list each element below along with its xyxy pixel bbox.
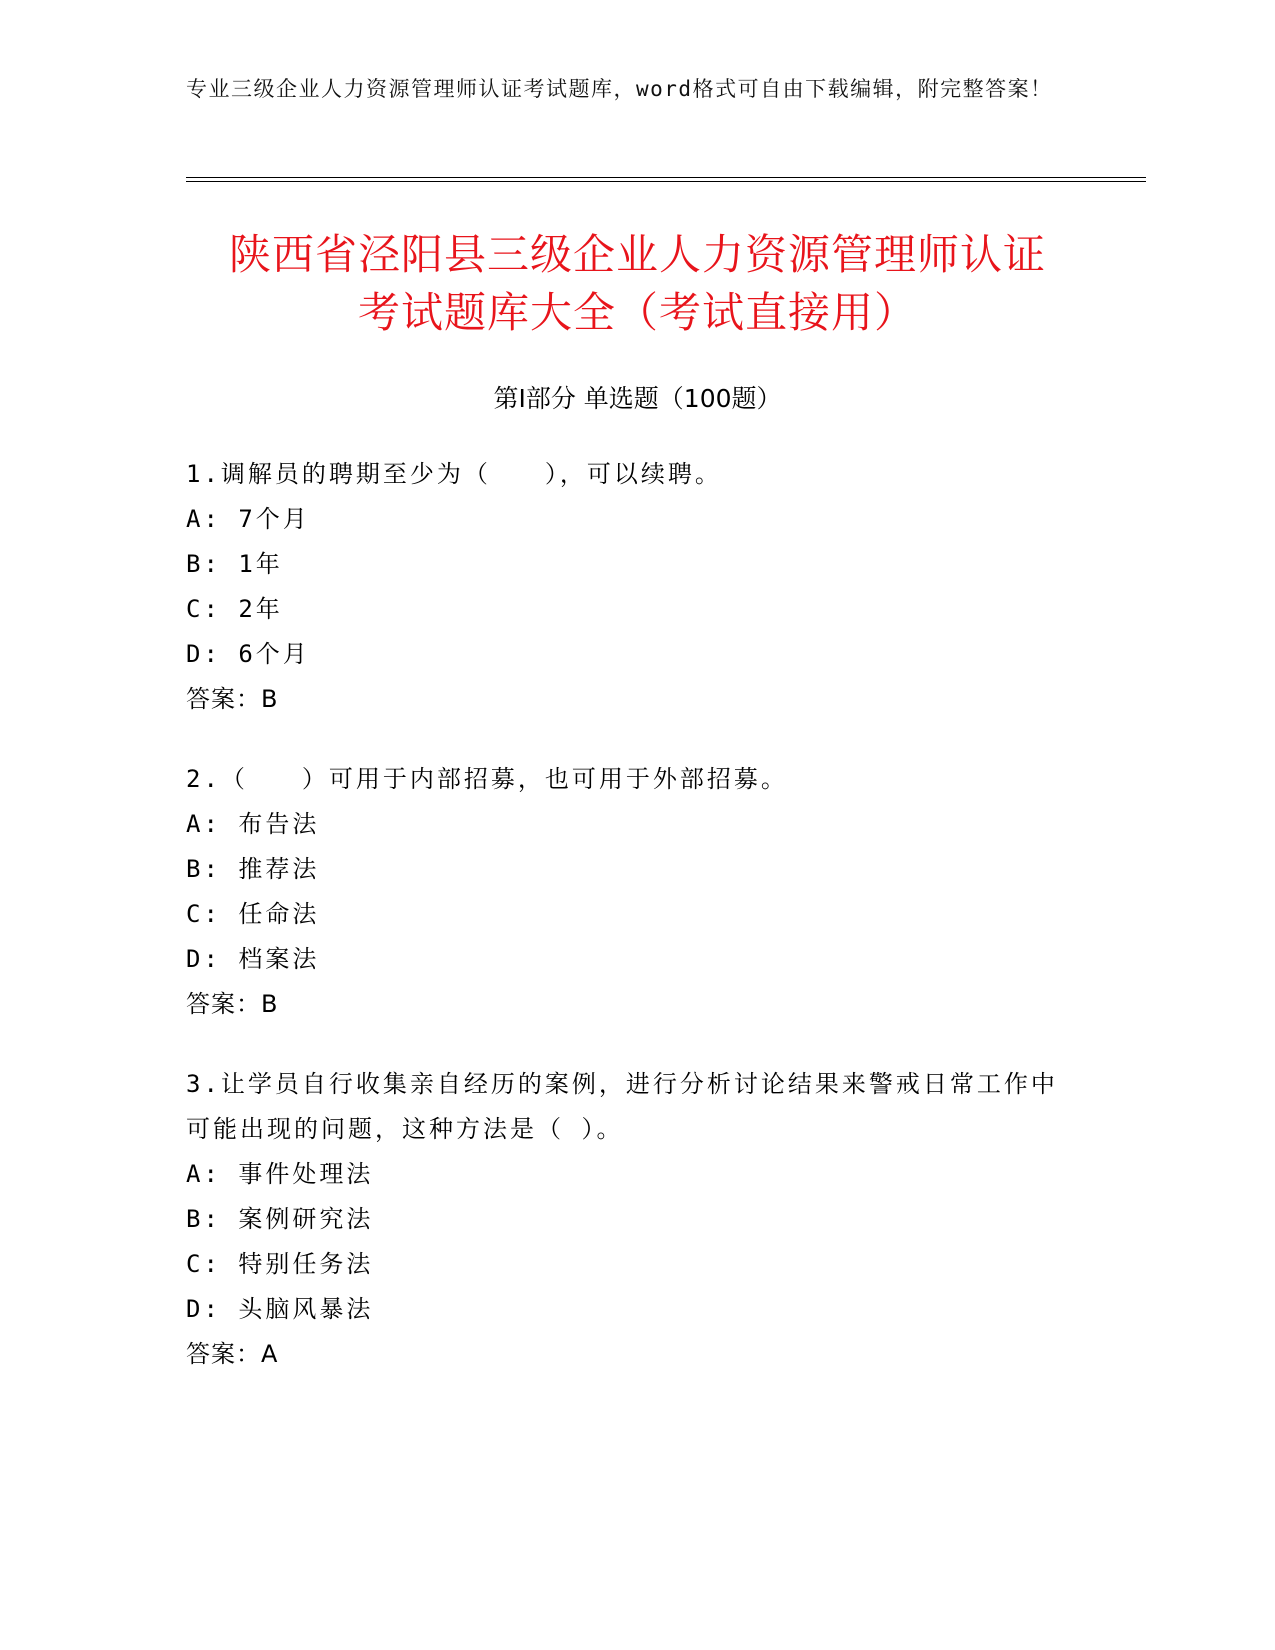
- answer: 答案：A: [186, 1340, 279, 1368]
- question-1: [186, 452, 1066, 722]
- section-title: 第Ⅰ部分 单选题（100题）: [493, 384, 782, 413]
- option-b: B: 1年: [186, 550, 283, 578]
- document-title: [150, 226, 1125, 342]
- option-a: A: 事件处理法: [186, 1160, 374, 1188]
- option-b: B: 推荐法: [186, 855, 320, 883]
- option-c: C: 2年: [186, 595, 283, 623]
- option-b: B: 案例研究法: [186, 1205, 374, 1233]
- question-text: 2.（ ）可用于内部招募，也可用于外部招募。: [186, 765, 788, 793]
- option-d: D: 档案法: [186, 945, 320, 973]
- header-rule-top: [186, 177, 1146, 178]
- header-note: 专业三级企业人力资源管理师认证考试题库，word格式可自由下载编辑，附完整答案！: [186, 77, 1053, 101]
- option-a: A: 布告法: [186, 810, 320, 838]
- answer: 答案：B: [186, 990, 279, 1018]
- question-text: 3.让学员自行收集亲自经历的案例，进行分析讨论结果来警戒日常工作中可能出现的问题，这种方法是（ ）。: [186, 1070, 1058, 1143]
- document-title-line-1: 陕西省泾阳县三级企业人力资源管理师认证: [228, 230, 1046, 279]
- header-rule-bottom: [186, 181, 1146, 182]
- option-d: D: 6个月: [186, 640, 310, 668]
- question-2: [186, 757, 1066, 1027]
- question-3: [186, 1062, 1066, 1377]
- option-a: A: 7个月: [186, 505, 310, 533]
- question-text: 1.调解员的聘期至少为（ ），可以续聘。: [186, 460, 722, 488]
- option-c: C: 特别任务法: [186, 1250, 374, 1278]
- option-c: C: 任命法: [186, 900, 320, 928]
- answer: 答案：B: [186, 685, 279, 713]
- option-d: D: 头脑风暴法: [186, 1295, 374, 1323]
- document-title-line-2: 考试题库大全（考试直接用）: [357, 288, 917, 337]
